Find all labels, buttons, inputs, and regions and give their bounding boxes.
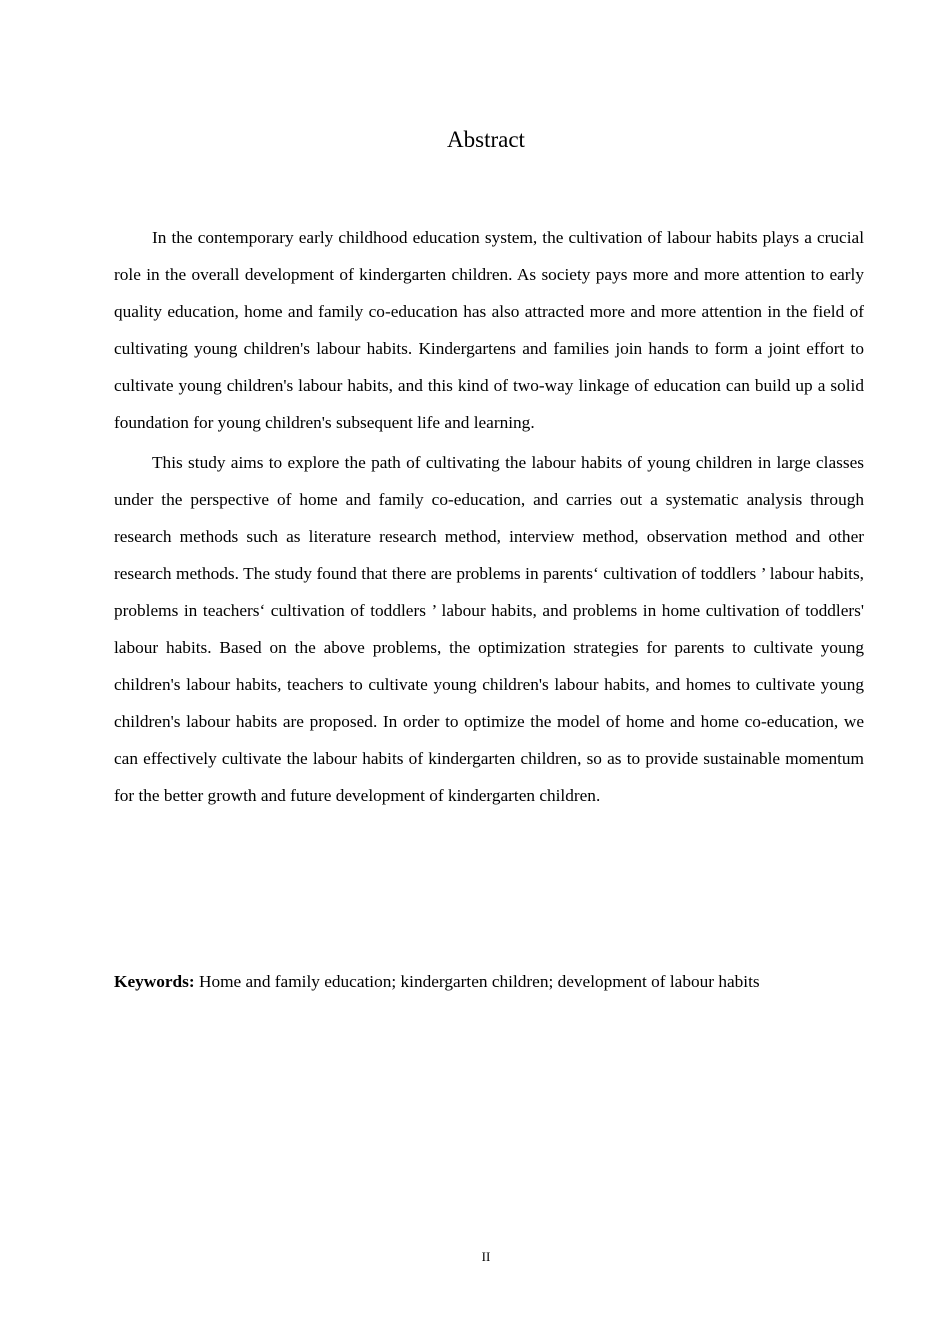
- abstract-body: [114, 219, 864, 814]
- page-number: II: [481, 1249, 491, 1264]
- keywords-label: Keywords:: [114, 972, 195, 991]
- keywords-text: Home and family education; kindergarten children; development of labour habits: [194, 972, 760, 991]
- page-title: Abstract: [447, 127, 525, 152]
- abstract-paragraph-2: This study aims to explore the path of cultivating the labour habits of young children in large classes under the perspective of home and family co-education, and carries out a systematic analysis through research methods such as literature research method, interview method, observation method and other research methods. The study found that there are problems in parents‘ cultivation of toddlers ’ labour habits, problems in teachers‘ cultivation of toddlers ’ labour habits, and problems in home cultivation of toddlers' labour habits. Based on the above problems, the optimization strategies for parents to cultivate young children's labour habits, teachers to cultivate young children's labour habits, and homes to cultivate young children's labour habits are proposed. In order to optimize the model of home and home co-education, we can effectively cultivate the labour habits of kindergarten children, so as to provide sustainable momentum for the better growth and future development of kindergarten children.: [114, 453, 864, 805]
- abstract-paragraph-1: In the contemporary early childhood education system, the cultivation of labour habits plays a crucial role in the overall development of kindergarten children. As society pays more and more attention to early quality education, home and family co-education has also attracted more and more attention in the field of cultivating young children's labour habits. Kindergartens and families join hands to form a joint effort to cultivate young children's labour habits, and this kind of two-way linkage of education can build up a solid foundation for young children's subsequent life and learning.: [114, 228, 864, 432]
- keywords-line: [114, 963, 874, 1000]
